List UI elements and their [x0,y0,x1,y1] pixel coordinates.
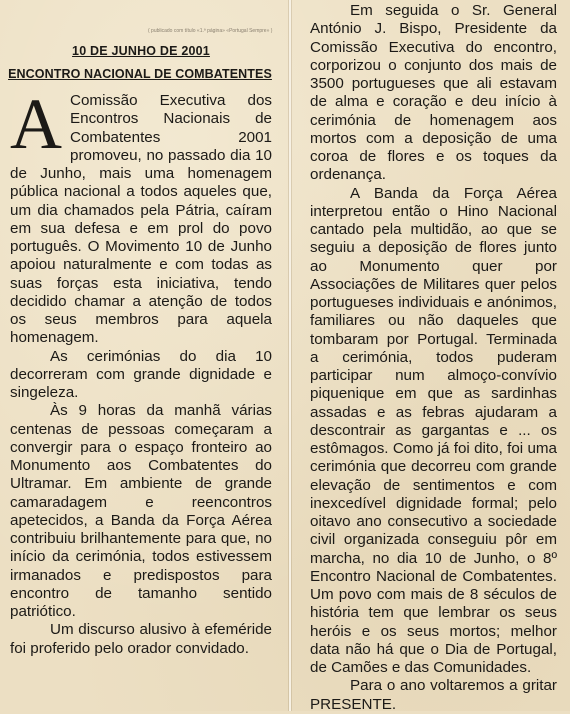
paragraph-7: Para o ano voltaremos a gritar PRESENTE. [310,677,557,713]
paragraph-4: Um discurso alusivo à efeméride foi proferido pelo orador convidado. [10,621,272,657]
paragraph-2: As cerimónias do dia 10 decorreram com grande dignidade e singeleza. [10,347,272,401]
article-date: 10 DE JUNHO DE 2001 [72,44,210,58]
left-column [10,84,272,658]
source-note: ( publicado com título «1.ª página» «Portugal Sempre» ) [148,28,273,34]
paragraph-1 [10,84,272,348]
article-headline: ENCONTRO NACIONAL DE COMBATENTES [8,67,272,81]
paragraph-5: Em seguida o Sr. General António J. Bispo, Presidente da Comissão Executiva do encontro, corporizou o conjunto dos mais de 3500 portugueses que ali estavam de alma e coração e deu início à cerimónia de homenagem aos mortos com a deposição de uma coroa de flores e os toques da ordenança. [310,2,557,184]
drop-cap: A [10,84,62,164]
paragraph-1-text: Comissão Executiva dos Encontros Nacionais de Combatentes 2001 promoveu, no passado dia 10 de Junho, mais uma homenagem pública nacional a todos aqueles que, um dia chamados pela Pátria, caíram em sua defesa e em prol do povo português. O Movimento 10 de Junho apoiou naturalmente e com todas as suas forças esta iniciativa, tendo decidido chamar a atenção de todos os seus membros para aquela homenagem. [10,92,272,347]
paragraph-3: Às 9 horas da manhã várias centenas de pessoas começaram a convergir para o espaço fronteiro ao Monumento aos Combatentes do Ultramar. Em ambiente de grande camaradagem e reencontros apetecidos, a Banda da Força Aérea contribuiu brilhantemente para que, no início da cerimónia, todos estivessem irmanados e predispostos para encontro de tamanho sentido patriótico. [10,402,272,620]
paragraph-6: A Banda da Força Aérea interpretou então o Hino Nacional cantado pela multidão, ao que se seguiu a deposição de flores junto ao Monumento quer por Associações de Militares quer pelos portugueses individuais e anónimos, familiares ou não daqueles que tombaram por Portugal. Terminada a cerimónia, todos puderam participar num almoço-convívio piquenique em que as sardinhas assadas e as febras ajudaram a descontrair as gargantas e ... os estômagos. Como já foi dito, foi uma cerimónia que decorreu com grande elevação de sentimentos e com inexcedível dignidade formal; pelo oitavo ano consecutivo a sociedade civil organizada conseguiu pôr em marcha, no dia 10 de Junho, o 8º Encontro Nacional de Combatentes. Um povo com mais de 8 séculos de história tem que lembrar os seus heróis e os seus mortos; melhor data não há que o Dia de Portugal, de Camões e das Comunidades. [310,184,557,676]
column-divider [289,0,291,711]
right-column [310,2,557,714]
